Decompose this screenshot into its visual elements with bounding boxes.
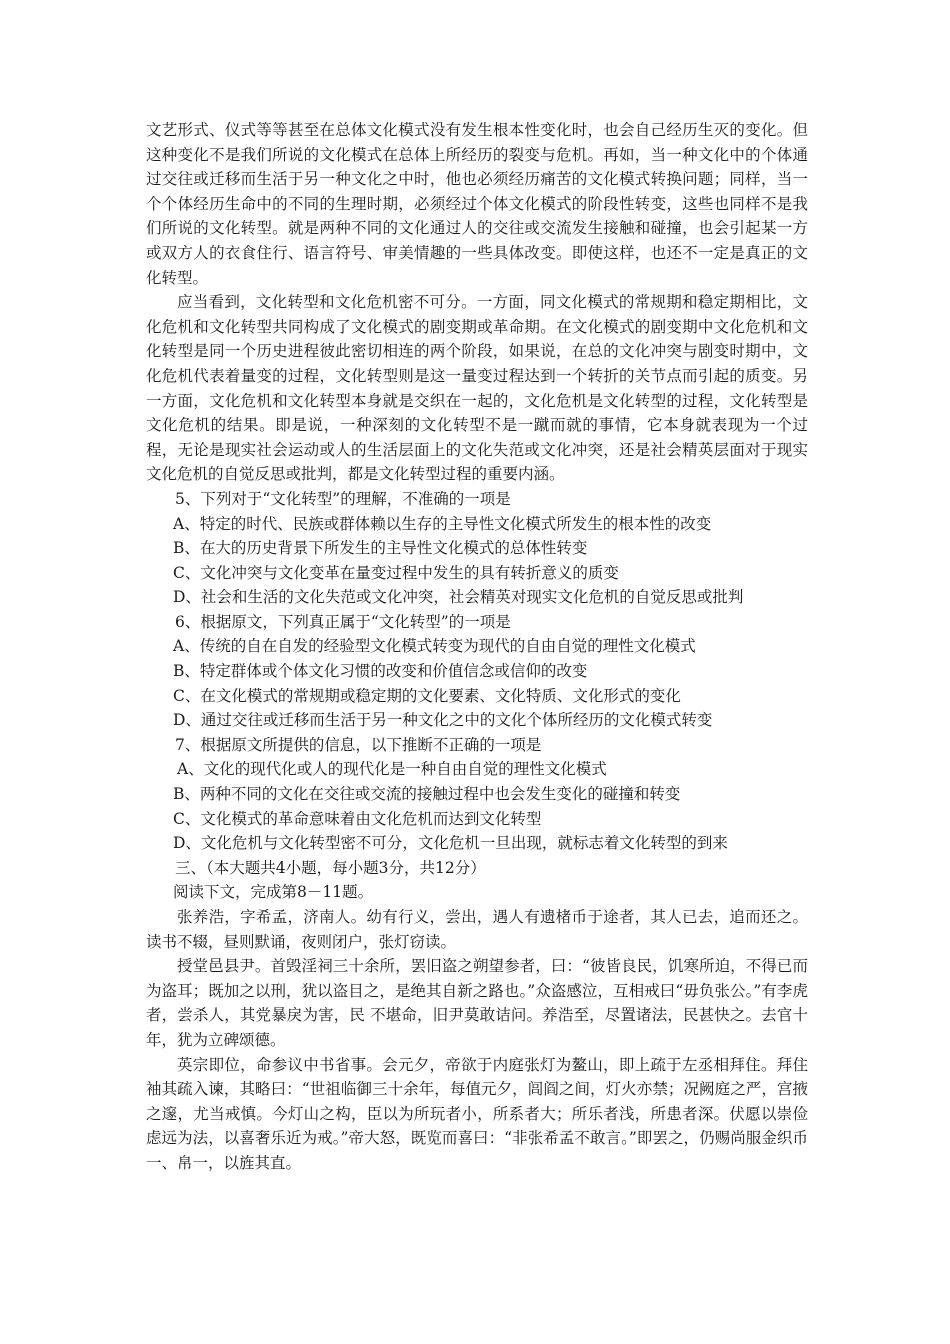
document-page xyxy=(146,118,808,1176)
question-6-stem: 6、根据原文，下列真正属于“文化转型”的一项是 xyxy=(175,612,511,631)
paragraph-county-magistrate: 授堂邑县尹。首毁淫祠三十余所，罢旧盗之朔望参者，曰：“彼皆良民，饥寒所迫，不得已而为盗耳；既加之以刑，犹以盗目之，是绝其自新之路也。”众盗感泣，互相戒曰“毋负张公。”有李虎者，尝杀人，其党暴戾为害，民 不堪命，旧尹莫敢诘问。养浩至，尽置诸法，民甚快之。去官十年，犹为立碑颂德。 xyxy=(146,957,808,1049)
section-3-instruction: 阅读下文，完成第8－11题。 xyxy=(173,883,374,902)
question-7-option-b: B、两种不同的文化在交往或交流的接触过程中也会发生变化的碰撞和转变 xyxy=(173,785,681,804)
question-7-option-a: A、文化的现代化或人的现代化是一种自由自觉的理性文化模式 xyxy=(177,760,607,779)
question-7-option-c: C、文化模式的革命意味着由文化危机而达到文化转型 xyxy=(173,809,542,828)
question-7-option-d: D、文化危机与文化转型密不可分，文化危机一旦出现，就标志着文化转型的到来 xyxy=(173,834,728,853)
paragraph-crisis-transition: 应当看到，文化转型和文化危机密不可分。一方面，同文化模式的常规期和稳定期相比，文化危机和文化转型共同构成了文化模式的剧变期或革命期。在文化模式的剧变期中文化危机和文化转型是同一个历史进程彼此密切相连的两个阶段，如果说，在总的文化冲突与剧变时期中，文化危机代表着量变的过程，文化转型则是这一量变过程达到一个转折的关节点而引起的质变。另一方面，文化危机和文化转型本身就是交织在一起的，文化危机是文化转型的过程，文化转型是文化危机的结果。即是说，一种深刻的文化转型不是一蹴而就的事情，它本身就表现为一个过程，无论是现实社会运动或人的生活层面上的文化失范或文化冲突，还是社会精英层面对于现实文化危机的自觉反思或批判，都是文化转型过程的重要内涵。 xyxy=(146,293,808,484)
question-5-option-b: B、在大的历史背景下所发生的主导性文化模式的总体性转变 xyxy=(173,539,588,558)
question-6-option-c: C、在文化模式的常规期或稳定期的文化要素、文化特质、文化形式的变化 xyxy=(173,686,681,705)
section-3-heading: 三、（本大题共4小题，每小题3分，共12分） xyxy=(175,858,486,877)
question-6-option-d: D、通过交往或迁移而生活于另一种文化之中的文化个体所经历的文化模式转变 xyxy=(173,711,713,730)
paragraph-biography-intro: 张养浩，字希孟，济南人。幼有行义，尝出，遇人有遗楮币于途者，其人已去，追而还之。读书不辍，昼则默诵，夜则闭户，张灯窃读。 xyxy=(146,908,808,951)
question-6-option-a: A、传统的自在自发的经验型文化模式转变为现代的自由自觉的理性文化模式 xyxy=(173,637,696,656)
paragraph-cultural-change: 文艺形式、仪式等等甚至在总体文化模式没有发生根本性变化时，也会自己经历生灭的变化。但这种变化不是我们所说的文化模式在总体上所经历的裂变与危机。再如，当一种文化中的个体通过交往或迁移而生活于另一种文化之中时，他也必须经历痛苦的文化模式转换问题；同样，当一个个体经历生命中的不同的生理时期，必须经过个体文化模式的阶段性转变，这些也同样不是我们所说的文化转型。就是两种不同的文化通过人的交往或交流发生接触和碰撞，也会引起某一方或双方人的衣食住行、语言符号、审美情趣的一些具体改变。即使这样，也还不一定是真正的文化转型。 xyxy=(146,121,808,287)
question-5-option-d: D、社会和生活的文化失范或文化冲突，社会精英对现实文化危机的自觉反思或批判 xyxy=(173,588,744,607)
paragraph-lantern-festival: 英宗即位，命参议中书省事。会元夕，帝欲于内庭张灯为鳌山，即上疏于左丞相拜住。拜住袖其疏入谏，其略曰：“世祖临御三十余年，每值元夕，闾阎之间，灯火亦禁；况阙庭之严，宫掖之邃，尤当戒慎。今灯山之构，臣以为所玩者小，所系者大；所乐者浅，所患者深。伏愿以崇俭虑远为法，以喜奢乐近为戒。”帝大怒，既览而喜曰：“非张希孟不敢言。”即罢之，仍赐尚服金织币一、帛一，以旌其直。 xyxy=(146,1055,808,1172)
question-7-stem: 7、根据原文所提供的信息，以下推断不正确的一项是 xyxy=(175,735,542,754)
question-5-option-a: A、特定的时代、民族或群体赖以生存的主导性文化模式所发生的根本性的改变 xyxy=(173,514,712,533)
question-6-option-b: B、特定群体或个体文化习惯的改变和价值信念或信仰的改变 xyxy=(173,662,588,681)
question-5-stem: 5、下列对于“文化转型”的理解，不准确的一项是 xyxy=(175,489,511,508)
question-5-option-c: C、文化冲突与文化变革在量变过程中发生的具有转折意义的质变 xyxy=(173,563,619,582)
